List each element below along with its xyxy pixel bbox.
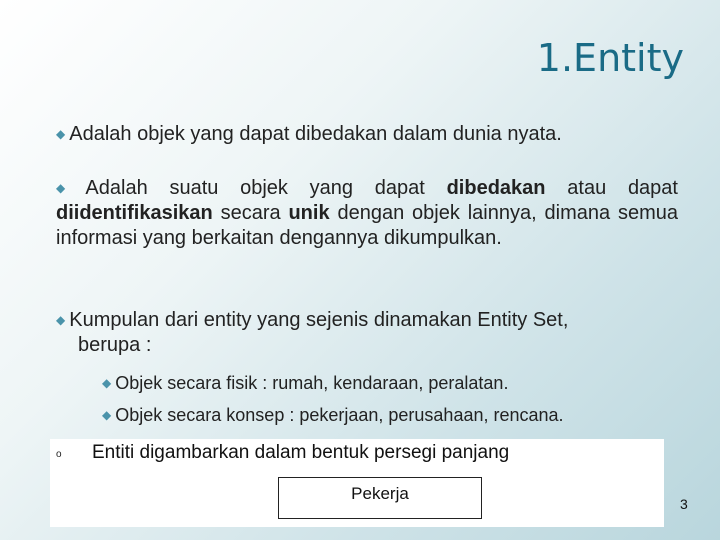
bullet-marker-icon: ◆ (56, 181, 82, 195)
sub-bullet-1-text: Objek secara fisik : rumah, kendaraan, peralatan. (115, 373, 509, 393)
bullet-2-text: dengan objek lainnya, dimana semua informasi yang berkaitan dengannya dikumpulkan. (56, 202, 678, 249)
bullet-2-bold: unik (288, 202, 330, 224)
sub-bullet-2 (102, 404, 682, 426)
entity-label: Pekerja (351, 484, 409, 503)
bullet-3-text: Kumpulan dari entity yang sejenis dinamakan Entity Set, (69, 309, 569, 331)
sub-bullet-2-text: Objek secara konsep : pekerjaan, perusahaan, rencana. (115, 405, 564, 425)
entity-rectangle (278, 477, 482, 519)
bullet-1 (56, 122, 678, 147)
bullet-marker-icon: ◆ (102, 408, 112, 422)
slide-title: 1.Entity (536, 36, 684, 80)
bullet-marker-icon: ◆ (56, 127, 66, 141)
panel-marker: o (56, 449, 62, 460)
bullet-2 (56, 176, 678, 251)
bullet-3-continuation: berupa : (78, 334, 152, 356)
page-number: 3 (680, 496, 688, 512)
panel-caption: Entiti digambarkan dalam bentuk persegi panjang (92, 442, 510, 463)
bullet-2-bold: diidentifikasikan (56, 202, 213, 224)
sub-bullet-1 (102, 372, 682, 394)
bullet-3 (56, 308, 678, 358)
bullet-2-text: secara (212, 202, 289, 224)
bullet-2-bold: dibedakan (446, 177, 546, 199)
bullet-marker-icon: ◆ (102, 376, 112, 390)
bullet-2-text: atau dapat (545, 177, 678, 199)
entity-diagram-panel (50, 439, 664, 527)
bullet-2-text: Adalah suatu objek yang dapat (85, 177, 447, 199)
bullet-1-text: Adalah objek yang dapat dibedakan dalam dunia nyata. (69, 123, 562, 145)
bullet-marker-icon: ◆ (56, 313, 66, 327)
